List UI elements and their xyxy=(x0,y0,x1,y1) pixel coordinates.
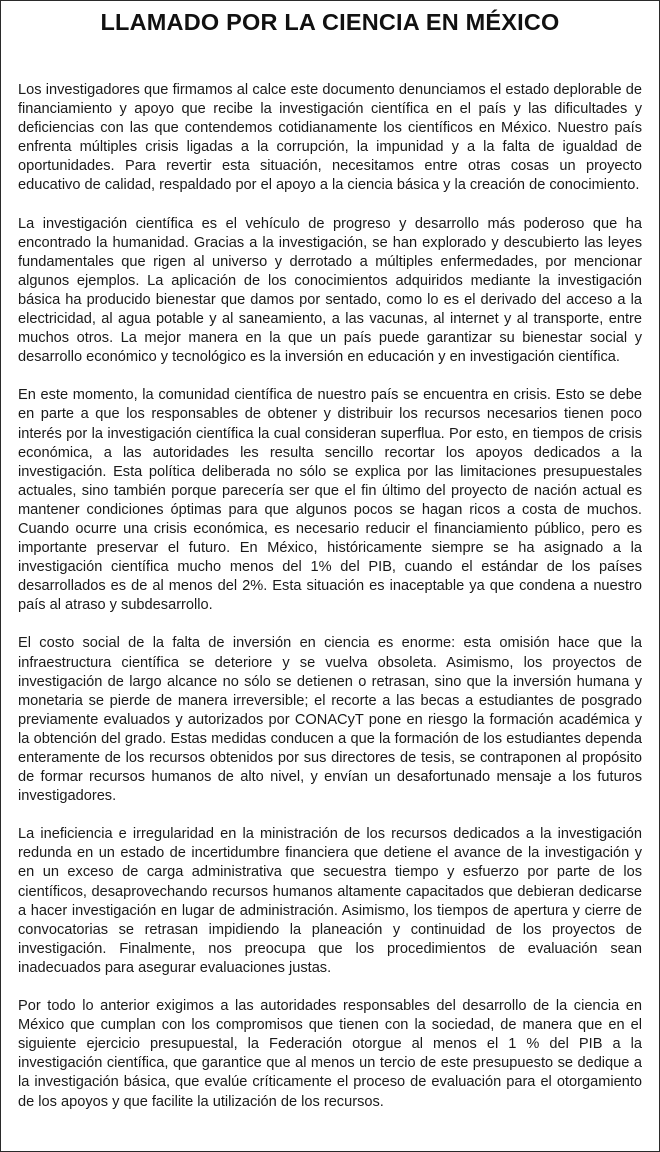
paragraph-research-value: La investigación científica es el vehículo de progreso y desarrollo más poderoso que ha encontrado la humanidad. Gracias a la investigación, se han explorado y descubierto las leyes fundamentales que rigen al universo y derrotado a múltiples enfermedades, por mencionar algunos ejemplos. La aplicación de los conocimientos adquiridos mediante la investigación básica ha producido bienestar que damos por sentado, como lo es el derivado del acceso a la electricidad, al agua potable y al saneamiento, a las vacunas, al internet y al transporte, entre muchos otros. La mejor manera en la que un país puede garantizar su bienestar social y desarrollo económico y tecnológico es la inversión en educación y en investigación científica. xyxy=(18,215,642,366)
paragraph-crisis: En este momento, la comunidad científica de nuestro país se encuentra en crisis. Esto se debe en parte a que los responsables de obtener y distribuir los recursos necesarios tienen poco interés por la investigación científica la cual consideran superflua. Por esto, en tiempos de crisis económica, a las autoridades les resulta sencillo recortar los apoyos dedicados a la investigación. Esta política deliberada no sólo se explica por las limitaciones presupuestales actuales, sino también porque parecería ser que el fin último del proyecto de nación actual es mantener condiciones óptimas para que algunos pocos se hagan ricos a costa de muchos. Cuando ocurre una crisis económica, es necesario reducir el financiamiento público, pero es importante preservar el futuro. En México, históricamente siempre se ha asignado a la investigación científica mucho menos del 1% del PIB, cuando el estándar de los países desarrollados es de al menos del 2%. Esta situación es inaceptable ya que condena a nuestro país al atraso y subdesarrollo. xyxy=(18,387,642,614)
paragraph-inefficiency: La ineficiencia e irregularidad en la ministración de los recursos dedicados a la investigación redunda en un estado de incertidumbre financiera que detiene el avance de la investigación y en un exceso de carga administrativa que secuestra tiempo y esfuerzo por parte de los científicos, desaprovechando recursos humanos altamente capacitados que debieran dedicarse a hacer investigación en lugar de administración. Asimismo, los tiempos de apertura y cierre de convocatorias se retrasan impidiendo la planeación y continuidad de los proyectos de investigación. Finalmente, nos preocupa que los procedimientos de evaluación sean inadecuados para asegurar evaluaciones justas. xyxy=(18,826,642,976)
document-title: LLAMADO POR LA CIENCIA EN MÉXICO xyxy=(100,9,560,35)
paragraph-demands: Por todo lo anterior exigimos a las autoridades responsables del desarrollo de la ciencia en México que cumplan con los compromisos que tienen con la sociedad, de manera que en el siguiente ejercicio presupuestal, la Federación otorgue al menos el 1 % del PIB a la investigación científica, que garantice que al menos un tercio de este presupuesto se dedique a la investigación básica, que evalúe críticamente el proceso de evaluación para el otorgamiento de los apoyos y que facilite la utilización de los recursos. xyxy=(18,998,642,1110)
paragraph-social-cost: El costo social de la falta de inversión en ciencia es enorme: esta omisión hace que la infraestructura científica se deteriore y se vuelva obsoleta. Asimismo, los proyectos de investigación de largo alcance no sólo se detienen o retrasan, sino que la inversión humana y monetaria se pierde de manera irreversible; el recorte a las becas a estudiantes de posgrado previamente evaluados y autorizados por CONACyT pone en riesgo la formación académica y la obtención del grado. Estas medidas conducen a que la formación de los estudiantes dependa enteramente de los recursos obtenidos por sus directores de tesis, se contraponen al propósito de formar recursos humanos de alto nivel, y envían un desafortunado mensaje a los futuros investigadores. xyxy=(18,635,642,805)
paragraph-intro: Los investigadores que firmamos al calce este documento denunciamos el estado deplorable de financiamiento y apoyo que recibe la investigación científica en el país y las dificultades y deficiencias con las que contendemos cotidianamente los científicos en México. Nuestro país enfrenta múltiples crisis ligadas a la corrupción, la impunidad y a la falta de igualdad de oportunidades. Para revertir esta situación, necesitamos entre otras cosas un proyecto educativo de calidad, respaldado por el apoyo a la ciencia básica y la creación de conocimiento. xyxy=(18,82,642,194)
